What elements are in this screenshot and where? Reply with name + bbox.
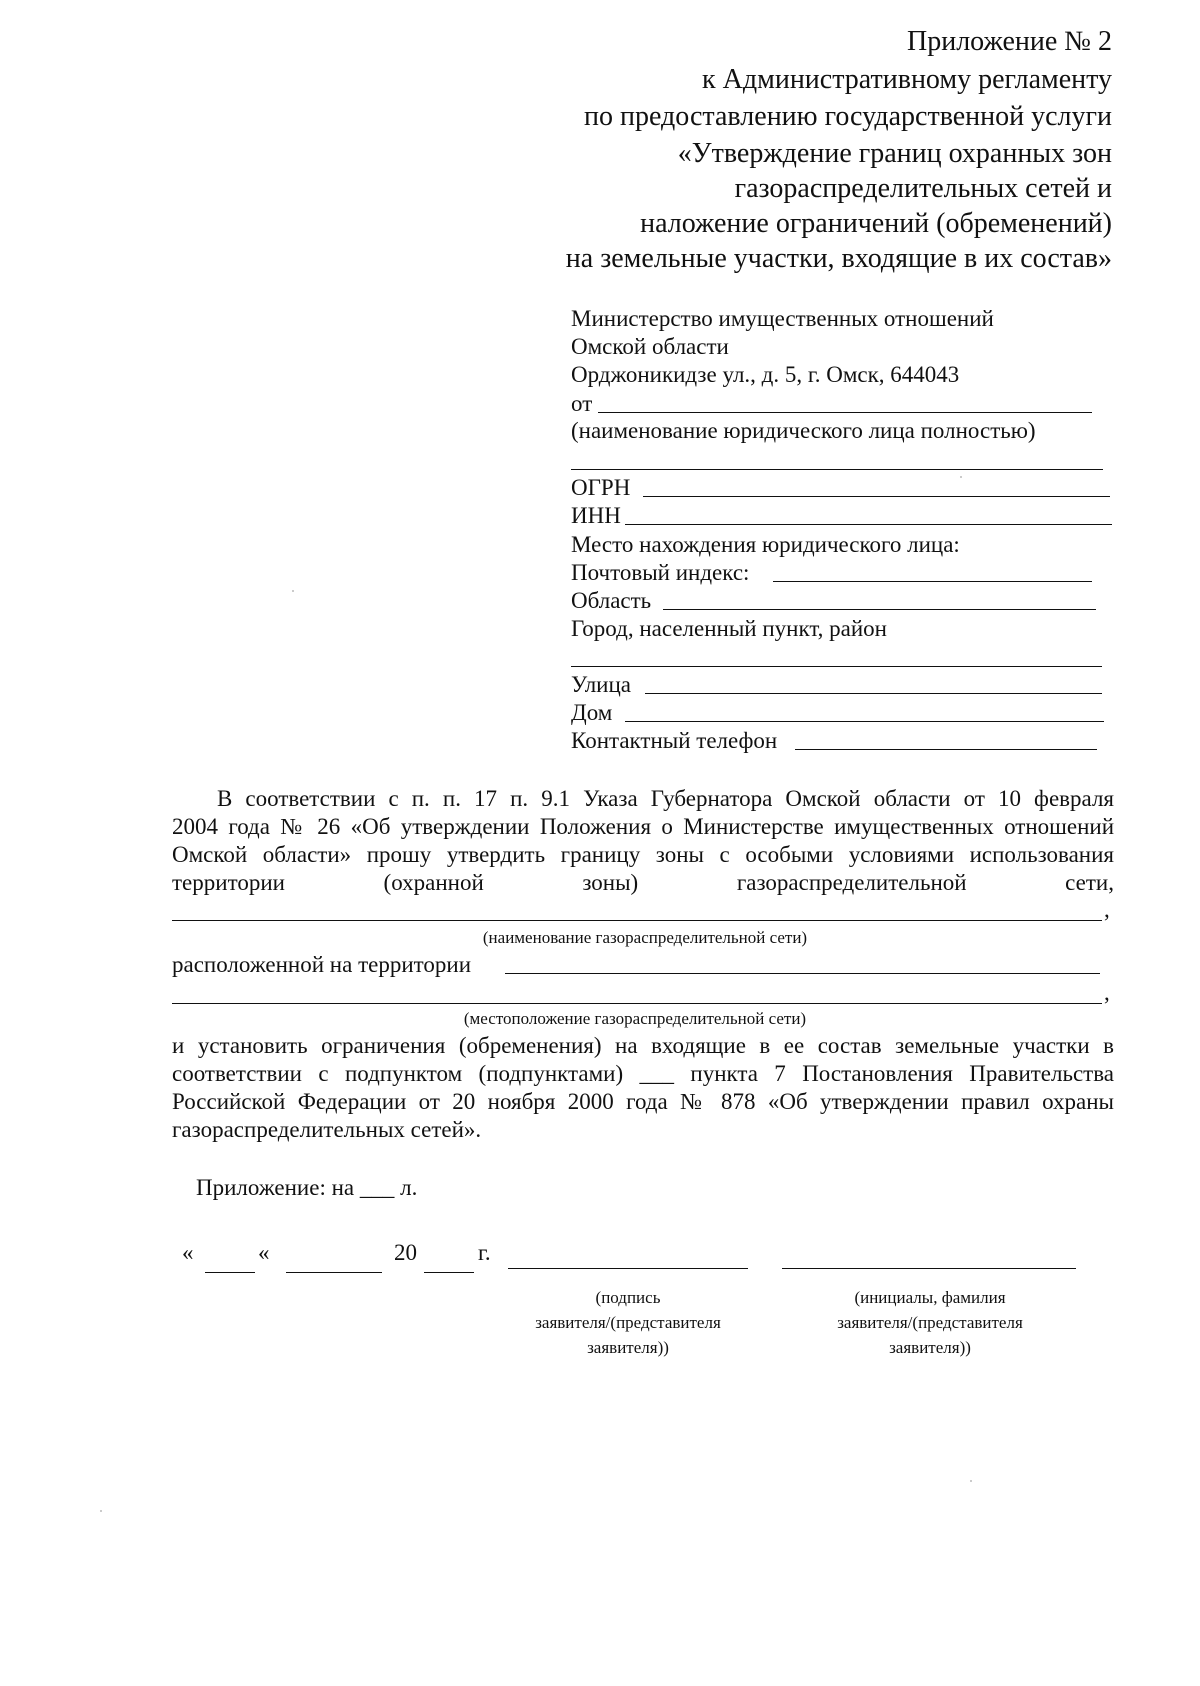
scan-speck [960,476,962,478]
network-name-comma: , [1104,897,1110,922]
name-line[interactable] [782,1268,1076,1269]
date-day-line[interactable] [205,1272,255,1273]
date-year-suffix: г. [478,1240,491,1265]
signature-hint [508,1285,748,1360]
name-hint-line-1: (инициалы, фамилия [854,1288,1006,1307]
postcode-label: Почтовый индекс: [571,560,750,585]
located-field-line[interactable] [505,973,1100,974]
oblast-label: Область [571,588,652,613]
request-line-4: территории (охранной зоны) газораспределительной сети, [172,870,1114,895]
ministry-region: Омской области [571,334,729,359]
request-line-1: В соответствии с п. п. 17 п. 9.1 Указа Губернатора Омской области от 10 февраля [217,786,1114,811]
scan-speck [292,590,294,592]
from-label: от [571,391,593,416]
located-label: расположенной на территории [172,952,471,977]
scan-speck [970,1480,972,1482]
header-line-7: на земельные участки, входящие в их состав» [565,243,1112,274]
header-line-6: наложение ограничений (обременений) [640,208,1112,239]
ministry-address: Орджоникидзе ул., д. 5, г. Омск, 644043 [571,362,960,387]
header-line-2: к Административному регламенту [702,64,1112,95]
header-line-4: «Утверждение границ охранных зон [677,138,1112,169]
date-quote-close: « [258,1240,270,1265]
house-field-line[interactable] [625,721,1104,722]
request-line-2: 2004 года № 26 «Об утверждении Положения о Министерстве имущественных отношений [172,814,1114,839]
name-hint-line-3: заявителя)) [889,1338,971,1357]
date-year-line[interactable] [424,1272,474,1273]
location-label: Место нахождения юридического лица: [571,532,960,557]
restriction-paragraph [172,1032,1114,1144]
phone-label: Контактный телефон [571,728,778,753]
street-label: Улица [571,672,631,697]
postcode-field-line[interactable] [773,581,1092,582]
ogrn-label: ОГРН [571,475,631,500]
location-field-line[interactable] [172,1003,1102,1004]
from-field-line-2[interactable] [571,469,1103,470]
city-field-line[interactable] [571,666,1102,667]
signature-line[interactable] [508,1268,748,1269]
request-paragraph [172,785,1114,897]
date-month-line[interactable] [286,1272,382,1273]
ogrn-field-line[interactable] [643,496,1110,497]
network-name-hint: (наименование газораспределительной сети) [482,928,808,947]
oblast-field-line[interactable] [663,609,1096,610]
inn-label: ИНН [571,503,621,528]
restriction-line-2: соответствии с подпунктом (подпунктами) ___ пункта 7 Постановления Правительства [172,1061,1114,1086]
signature-hint-line-2: заявителя/(представителя [535,1313,721,1332]
scan-speck [100,1510,102,1512]
street-field-line[interactable] [645,693,1102,694]
from-field-line[interactable] [598,412,1092,413]
header-line-5: газораспределительных сетей и [734,173,1112,204]
network-name-field-line[interactable] [172,920,1102,921]
restriction-line-3: Российской Федерации от 20 ноября 2000 года № 878 «Об утверждении правил охраны [172,1089,1114,1114]
signature-hint-line-3: заявителя)) [587,1338,669,1357]
date-year-prefix: 20 [394,1240,417,1265]
name-hint [800,1285,1060,1360]
signature-hint-line-1: (подпись [595,1288,661,1307]
restriction-line-4: газораспределительных сетей». [172,1117,482,1142]
request-line-3: Омской области» прошу утвердить границу зоны с особыми условиями использования [172,842,1114,867]
from-hint: (наименование юридического лица полностью) [571,418,1036,443]
date-quote-open: « [182,1240,194,1265]
location-comma: , [1104,980,1110,1005]
name-hint-line-2: заявителя/(представителя [837,1313,1023,1332]
house-label: Дом [571,700,613,725]
ministry-name: Министерство имущественных отношений [571,306,994,331]
city-label: Город, населенный пункт, район [571,616,887,641]
phone-field-line[interactable] [795,749,1097,750]
inn-field-line[interactable] [625,524,1112,525]
restriction-line-1: и установить ограничения (обременения) на входящие в ее состав земельные участки в [172,1033,1114,1058]
attachment-line: Приложение: на ___ л. [196,1175,418,1200]
appendix-title: Приложение № 2 [907,26,1112,57]
location-hint: (местоположение газораспределительной сети) [463,1009,807,1028]
header-line-3: по предоставлению государственной услуги [584,101,1112,132]
